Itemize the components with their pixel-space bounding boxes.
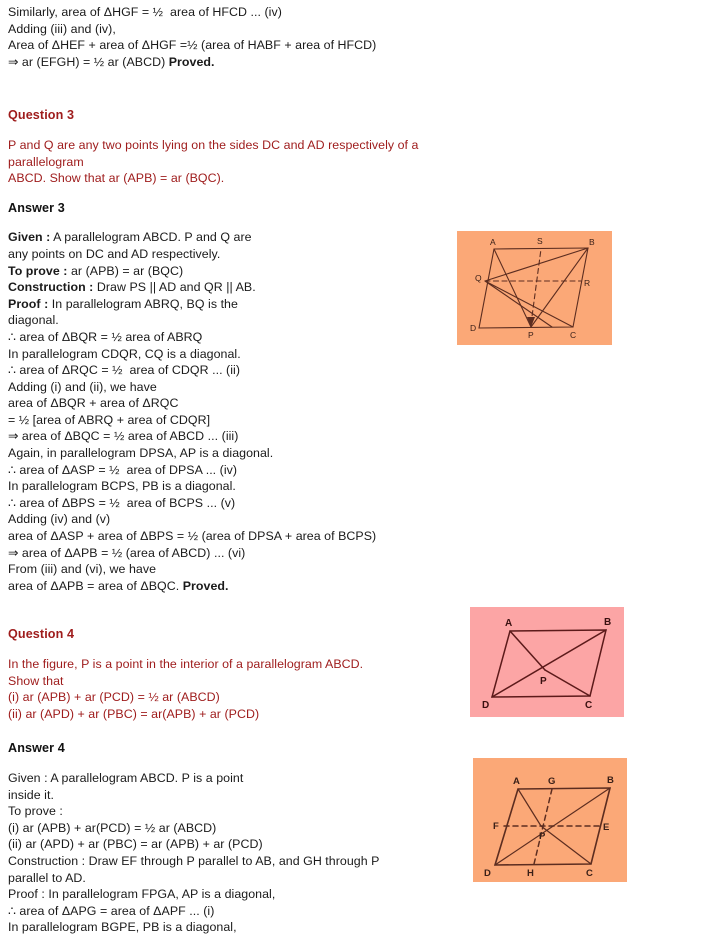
answer-3-line [8,229,478,246]
answer-4-line: Construction : Draw EF through P parallel to AB, and GH through P [8,853,380,868]
question-4-figure [470,607,624,717]
answer-3-line [8,578,478,595]
label-C: C [585,700,593,711]
answer-3-line [8,296,478,313]
answer-3-line-text: diagonal. [8,313,59,328]
q3-figure-svg [457,231,612,345]
answer-3-line-text: ∴ area of ΔBQR = ½ area of ABRQ [8,329,203,344]
answer-4-line: ∴ area of ΔAPG = area of ΔAPF ... (i) [8,903,215,918]
answer-3-line-text: In parallelogram BCPS, PB is a diagonal. [8,479,236,494]
q4-figure-svg [470,607,624,717]
label-B: B [604,617,612,628]
answer-3-line-text: = ½ [area of ABRQ + area of CDQR] [8,412,211,427]
label-D: D [484,868,491,879]
answer-4-body [8,770,478,936]
label-R: R [584,278,591,288]
answer-3-line [8,362,478,379]
label-C: C [570,330,577,340]
label-E: E [603,822,610,833]
answer-3-line-text: A parallelogram ABCD. P and Q are [50,230,252,245]
proof-line-final [8,54,478,71]
question-4-heading: Question 4 [8,627,75,642]
answer-3-line-text: Again, in parallelogram DPSA, AP is a diagonal. [8,446,274,461]
answer-3-line [8,478,478,495]
label-G: G [548,776,556,787]
answer-3-line [8,561,478,578]
answer-3-line-text: area of ΔBQR + area of ΔRQC [8,396,179,411]
answer-3-line-text: any points on DC and AD respectively. [8,246,221,261]
label-F: F [493,821,499,832]
answer-3-line [8,412,478,429]
answer-4-line: Given : A parallelogram ABCD. P is a point [8,770,244,785]
answer-3-line [8,263,478,280]
proof-line: Adding (iii) and (iv), [8,21,116,36]
label-B: B [589,237,595,247]
answer-3-line-text: area of ΔASP + area of ΔBPS = ½ (area of DPSA + area of BCPS) [8,529,377,544]
answer-3-line [8,395,478,412]
answer-3-line [8,528,478,545]
answer-4-line: inside it. [8,787,54,802]
answer-4-line: In parallelogram BGPE, PB is a diagonal, [8,920,237,935]
label-P: P [540,676,547,687]
figure-background [470,607,624,717]
answer-3-line-text: In parallelogram ABRQ, BQ is the [48,296,238,311]
answer-3-line [8,462,478,479]
answer-3-line-text: Adding (iv) and (v) [8,512,111,527]
answer-3-line-text: Draw PS || AD and QR || AB. [93,280,256,295]
answer-3-line-text: ∴ area of ΔRQC = ½ area of CDQR ... (ii) [8,363,241,378]
document-text-column [8,0,478,936]
answer-3-line [8,246,478,263]
answer-3-line-label: To prove : [8,263,68,278]
answer-4-line: parallel to AD. [8,870,86,885]
answer-3-line [8,445,478,462]
label-D: D [482,700,490,711]
label-B: B [607,775,614,786]
answer-3-line-text: ar (APB) = ar (BQC) [67,263,184,278]
answer-4-heading: Answer 4 [8,741,65,756]
answer-3-line-text: ⇒ area of ΔBQC = ½ area of ABCD ... (iii) [8,429,239,444]
proof-line: Area of ΔHEF + area of ΔHGF =½ (area of HABF + area of HFCD) [8,38,377,53]
label-P: P [528,330,534,340]
question-4-prompt-line: Show that [8,673,64,688]
label-Q: Q [475,273,482,283]
label-A: A [513,776,520,787]
label-H: H [527,868,534,879]
question-3-prompt-line: P and Q are any two points lying on the sides DC and AD respectively of a parallelogram [8,137,422,169]
question-4-prompt-line: (ii) ar (APD) + ar (PBC) = ar(APB) + ar (PCD) [8,706,260,721]
answer-3-line-text: In parallelogram CDQR, CQ is a diagonal. [8,346,241,361]
answer-3-line-text: ∴ area of ΔBPS = ½ area of BCPS ... (v) [8,495,236,510]
answer-3-line [8,279,478,296]
answer-3-line-label: Given : [8,230,51,245]
question-4-prompt-line: In the figure, P is a point in the interior of a parallelogram ABCD. [8,657,364,671]
top-proof-block [8,0,478,70]
label-A: A [505,618,513,629]
answer-4-line: (i) ar (APB) + ar(PCD) = ½ ar (ABCD) [8,820,217,835]
label-P: P [539,831,546,842]
question-3-figure [457,231,612,345]
answer-4-line: (ii) ar (APD) + ar (PBC) = ar (APB) + ar (PCD) [8,837,263,852]
answer-3-body [8,229,478,594]
answer-3-line [8,329,478,346]
proved-label: Proved. [168,54,215,69]
answer-3-line [8,545,478,562]
proof-final-prefix: ⇒ ar (EFGH) = ½ ar (ABCD) [8,54,169,69]
answer-3-line [8,511,478,528]
answer-3-line [8,312,478,329]
answer-3-heading: Answer 3 [8,200,65,215]
label-D: D [470,323,477,333]
answer-3-line-text: area of ΔAPB = area of ΔBQC. [8,578,183,593]
answer-3-line [8,428,478,445]
proof-line: Similarly, area of ΔHGF = ½ area of HFCD ... (iv) [8,5,282,19]
answer4-figure-svg [473,758,627,882]
answer-3-line-text: Adding (i) and (ii), we have [8,379,157,394]
question-3-prompt-line: ABCD. Show that ar (APB) = ar (BQC). [8,171,225,186]
question-4-prompt-line: (i) ar (APB) + ar (PCD) = ½ ar (ABCD) [8,690,220,705]
question-3-heading: Question 3 [8,108,75,123]
answer-4-line: Proof : In parallelogram FPGA, AP is a diagonal, [8,887,276,902]
answer-4-line: To prove : [8,804,63,819]
answer-3-line-text: ∴ area of ΔASP = ½ area of DPSA ... (iv) [8,462,238,477]
answer-3-line-label: Construction : [8,280,94,295]
answer-3-line [8,346,478,363]
answer-3-line [8,495,478,512]
answer-4-figure [473,758,627,882]
answer-3-line-text: ⇒ area of ΔAPB = ½ (area of ABCD) ... (vi) [8,545,246,560]
label-C: C [586,868,593,879]
label-A: A [490,237,496,247]
label-S: S [537,236,543,246]
proved-label: Proved. [182,578,229,593]
answer-3-line-text: From (iii) and (vi), we have [8,562,157,577]
answer-3-line [8,379,478,396]
answer-3-line-label: Proof : [8,296,49,311]
